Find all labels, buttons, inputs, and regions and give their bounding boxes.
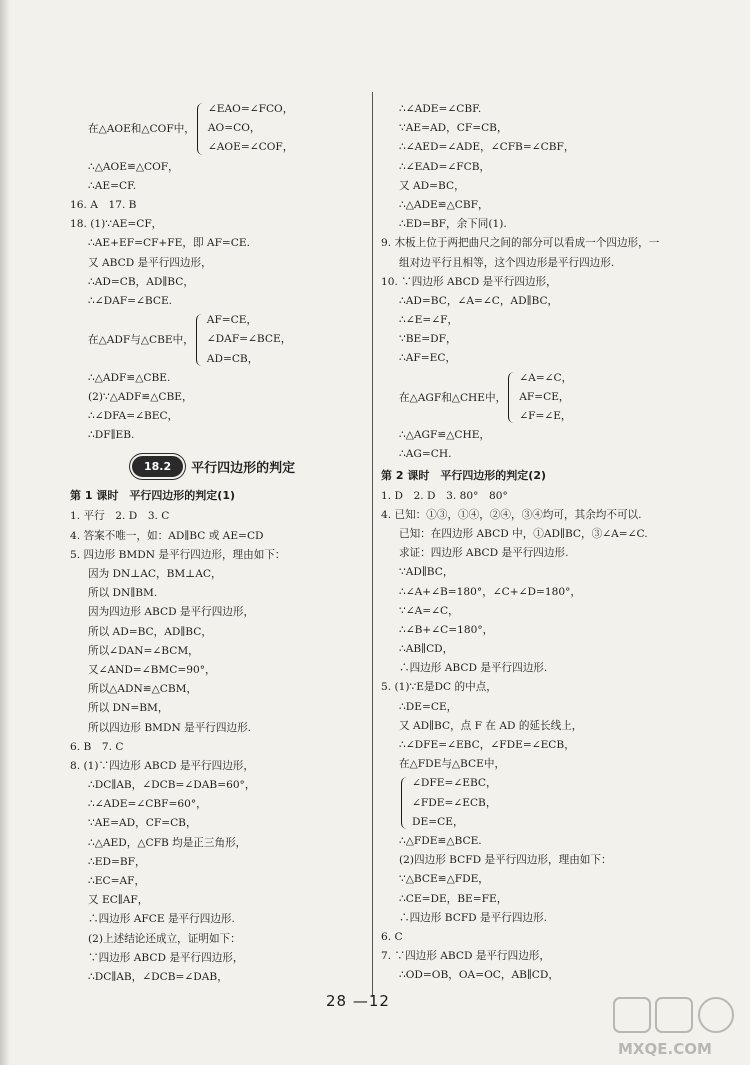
answer-line: (2)上述结论还成立，证明如下： — [88, 932, 241, 945]
answer-line: ∴四边形 ABCD 是平行四边形. — [399, 662, 548, 675]
answer-line: 6. C — [381, 930, 403, 943]
answer-line: ∴AB∥CD， — [399, 643, 454, 656]
system-row: ∠AOE=∠COF， — [207, 141, 294, 154]
section-number-badge: 18.2 — [132, 456, 183, 477]
answer-line: ∴OD=OB，OA=OC，AB∥CD， — [399, 969, 559, 982]
answer-line: 4. 答案不唯一，如：AD∥BC 或 AE=CD — [70, 529, 264, 542]
answer-line: 求证：四边形 ABCD 是平行四边形. — [399, 547, 569, 560]
answer-line: ∴四边形 AFCE 是平行四边形. — [88, 913, 235, 926]
answer-line: ∴AE+EF=CF+FE，即 AF=CE. — [88, 237, 251, 250]
system-row: ∠DAF=∠BCE， — [206, 333, 292, 346]
answer-line: ∴∠AED=∠ADE，∠CFB=∠CBF， — [399, 141, 575, 154]
answer-line: ∵△BCE≌△FDE， — [399, 873, 489, 886]
lesson-1-title: 第 1 课时 平行四边形的判定(1) — [70, 489, 236, 503]
left-column — [70, 100, 365, 987]
equation-system — [70, 311, 365, 369]
equation-system — [381, 369, 711, 427]
column-divider — [372, 92, 373, 997]
answer-line: 所以 DN∥BM. — [88, 587, 158, 600]
answer-line: ∴DC∥AB，∠DCB=∠DAB=60°， — [88, 779, 256, 792]
answer-line: (2)∵△ADF≌△CBE， — [88, 390, 193, 403]
answer-line: ∵AE=AD，CF=CB， — [399, 122, 508, 135]
answer-line: 7. ∵四边形 ABCD 是平行四边形， — [381, 950, 550, 963]
watermark-logo — [610, 996, 740, 1062]
answer-line: ∴ED=BF， — [88, 855, 146, 868]
system-row: AF=CE， — [206, 314, 258, 327]
answer-line: 所以∠DAN=∠BCM， — [88, 644, 199, 657]
system-row: ∠A=∠C， — [519, 371, 573, 384]
system-row: AF=CE， — [519, 390, 570, 403]
answer-line: 9. 木板上位于两把曲尺之间的部分可以看成一个四边形，一 — [381, 237, 660, 250]
answer-line: ∴△ADF≌△CBE. — [88, 371, 171, 384]
system-row: AO=CO， — [207, 122, 261, 135]
answer-line: ∴AF=EC， — [399, 352, 457, 365]
system-prefix: 在△ADF与△CBE中， — [88, 334, 194, 347]
answer-line: 又 AD∥BC，点 F 在 AD 的延长线上， — [399, 719, 583, 732]
right-column — [381, 100, 711, 986]
answer-line: ∴AD=BC，∠A=∠C，AD∥BC， — [399, 294, 559, 307]
answer-line: 18. (1)∵AE=CF， — [70, 218, 163, 231]
answer-line: 5. 四边形 BMDN 是平行四边形，理由如下： — [70, 548, 286, 561]
answer-line: ∴△AOE≌△COF， — [88, 160, 179, 173]
left-answers-part-b — [70, 507, 365, 987]
answer-line: 8. (1)∵四边形 ABCD 是平行四边形， — [70, 759, 254, 772]
system-prefix: 在△AOE和△COF中， — [88, 123, 195, 136]
answer-line: ∵四边形 ABCD 是平行四边形， — [88, 951, 244, 964]
left-brace — [401, 777, 410, 829]
left-brace — [196, 314, 205, 366]
system-row: ∠FDE=∠ECB， — [412, 796, 497, 809]
answer-line: ∵AD∥BC， — [399, 566, 454, 579]
answer-line: ∴AE=CF. — [88, 179, 137, 192]
answer-line: 4. 已知：①③，①④，②④，③④均可，其余均不可以. — [381, 508, 642, 521]
answer-line: ∴∠E=∠F， — [399, 314, 459, 327]
answer-line: ∴∠B+∠C=180°， — [399, 623, 494, 636]
system-row: ∠EAO=∠FCO， — [207, 103, 294, 115]
left-brace — [508, 372, 517, 424]
answer-line: 1. D 2. D 3. 80° 80° — [381, 489, 508, 502]
answer-line: 1. 平行 2. D 3. C — [70, 510, 170, 523]
answer-line: (2)四边形 BCFD 是平行四边形，理由如下： — [399, 854, 612, 867]
answer-line: 又 EC∥AF， — [88, 894, 149, 907]
answer-line: 又∠AND=∠BMC=90°， — [88, 663, 216, 676]
answer-line: ∴ED=BF，余下同(1). — [399, 218, 507, 231]
answer-line: ∴△AED，△CFB 均是正三角形， — [88, 836, 247, 849]
answer-line: ∴∠DAF=∠BCE. — [88, 294, 173, 307]
answer-line: 所以四边形 BMDN 是平行四边形. — [88, 721, 252, 734]
answer-line: ∴CE=DE，BE=FE， — [399, 892, 508, 905]
answer-line: 在△FDE与△BCE中， — [399, 758, 506, 771]
answer-line: ∵∠A=∠C， — [399, 604, 459, 617]
page-number: 28 —12 — [326, 992, 390, 1010]
answer-line: ∵BE=DF， — [399, 333, 457, 346]
answer-line: 又 AD=BC， — [399, 179, 465, 192]
system-prefix: 在△AGF和△CHE中， — [399, 391, 507, 404]
system-row: AD=CB， — [206, 352, 259, 365]
answer-line: 所以 AD=BC，AD∥BC， — [88, 625, 212, 638]
system-row: DE=CE， — [412, 815, 464, 828]
answer-line: 已知：在四边形 ABCD 中，①AD∥BC，③∠A=∠C. — [399, 527, 648, 540]
equation-system — [70, 100, 365, 158]
answer-line: 组对边平行且相等，这个四边形是平行四边形. — [399, 256, 615, 269]
system-rows — [208, 100, 293, 158]
answer-line: ∴∠ADE=∠CBF=60°， — [88, 798, 207, 811]
answer-line: 16. A 17. B — [70, 198, 137, 211]
answer-line: ∴DF∥EB. — [88, 429, 135, 442]
left-answers-part-a — [70, 100, 365, 445]
answer-line: 又 ABCD 是平行四边形， — [88, 256, 212, 269]
section-header — [132, 451, 365, 481]
answer-line: 因为 DN⊥AC，BM⊥AC， — [88, 568, 222, 580]
answer-line: ∴∠A+∠B=180°，∠C+∠D=180°， — [399, 585, 582, 598]
answer-line: ∴∠DFE=∠EBC，∠FDE=∠ECB， — [399, 739, 575, 752]
answer-line: ∴AG=CH. — [399, 448, 452, 461]
equation-system — [381, 774, 711, 832]
answer-line: 所以△ADN≌△CBM， — [88, 683, 198, 696]
answer-line: 因为四边形 ABCD 是平行四边形， — [88, 606, 255, 619]
left-brace — [197, 103, 206, 155]
answer-line: 所以 DN=BM， — [88, 702, 169, 715]
answer-line: ∵AE=AD，CF=CB， — [88, 817, 197, 830]
answer-line: 10. ∵四边形 ABCD 是平行四边形， — [381, 275, 557, 288]
answer-line: 6. B 7. C — [70, 740, 124, 753]
watermark-text: MXQE.COM — [618, 1040, 712, 1058]
page-binding-edge — [0, 0, 10, 1065]
answer-line: ∴四边形 BCFD 是平行四边形. — [399, 911, 547, 924]
answer-line: 5. (1)∵E是DC 的中点， — [381, 681, 497, 694]
system-row: ∠DFE=∠EBC， — [412, 777, 497, 790]
answer-line: ∴∠ADE=∠CBF. — [399, 103, 482, 115]
system-rows — [519, 369, 572, 427]
answer-line: ∴∠DFA=∠BEC， — [88, 410, 179, 423]
right-answers-part-a — [381, 100, 711, 465]
answer-line: ∴EC=AF， — [88, 875, 146, 887]
answer-line: ∴DE=CE， — [399, 700, 458, 713]
section-title: 平行四边形的判定 — [191, 460, 296, 476]
system-row: ∠F=∠E， — [519, 410, 572, 423]
answer-line: ∴△AGF≌△CHE， — [399, 429, 491, 442]
answer-line: ∴△FDE≌△BCE. — [399, 835, 482, 847]
answer-line: ∴AD=CB，AD∥BC， — [88, 275, 194, 288]
system-rows — [207, 311, 292, 369]
system-rows — [412, 774, 497, 832]
right-answers-part-b — [381, 487, 711, 986]
answer-line: ∴∠EAD=∠FCB， — [399, 160, 491, 173]
answer-line: ∴DC∥AB，∠DCB=∠DAB， — [88, 970, 228, 983]
answer-line: ∴△ADE≌△CBF， — [399, 198, 489, 211]
lesson-2-title: 第 2 课时 平行四边形的判定(2) — [381, 468, 547, 482]
